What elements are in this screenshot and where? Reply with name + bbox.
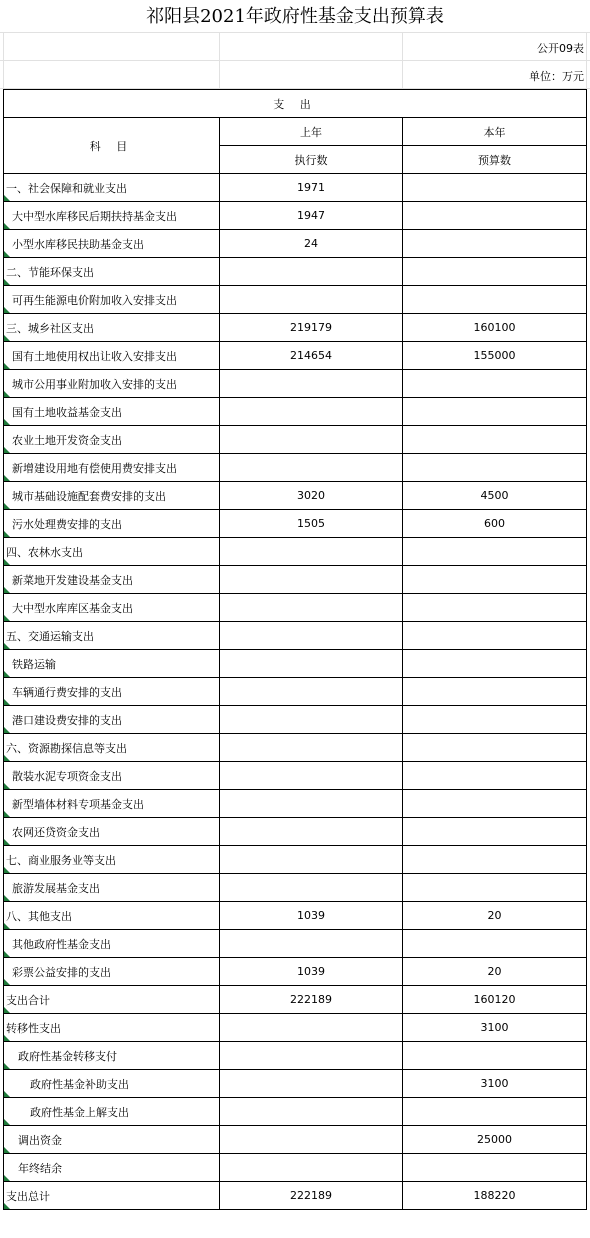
row-this-year-cell[interactable] bbox=[403, 174, 587, 202]
table-row bbox=[4, 706, 587, 734]
row-subject-cell[interactable]: 政府性基金上解支出 bbox=[4, 1098, 220, 1126]
row-last-year-cell[interactable] bbox=[220, 818, 403, 846]
header-this-year-top[interactable]: 本年 bbox=[403, 118, 587, 146]
row-this-year-cell[interactable] bbox=[403, 706, 587, 734]
row-subject-cell[interactable]: 农业土地开发资金支出 bbox=[4, 426, 220, 454]
table-row bbox=[4, 902, 587, 930]
table-row bbox=[4, 1098, 587, 1126]
row-subject-cell[interactable]: 新菜地开发建设基金支出 bbox=[4, 566, 220, 594]
header-row-group bbox=[4, 90, 587, 118]
row-last-year-cell[interactable]: 222189 bbox=[220, 1182, 403, 1210]
row-this-year-cell[interactable] bbox=[403, 874, 587, 902]
row-subject-cell[interactable]: 车辆通行费安排的支出 bbox=[4, 678, 220, 706]
table-row bbox=[4, 398, 587, 426]
header-subject[interactable]: 科 目 bbox=[4, 118, 220, 174]
table-row bbox=[4, 230, 587, 258]
row-this-year-cell[interactable] bbox=[403, 538, 587, 566]
table-row bbox=[4, 958, 587, 986]
row-subject-cell[interactable]: 转移性支出 bbox=[4, 1014, 220, 1042]
table-row bbox=[4, 650, 587, 678]
row-last-year-cell[interactable] bbox=[220, 538, 403, 566]
row-this-year-cell[interactable]: 160100 bbox=[403, 314, 587, 342]
table-row bbox=[4, 1182, 587, 1210]
row-subject-cell[interactable]: 国有土地使用权出让收入安排支出 bbox=[4, 342, 220, 370]
row-last-year-cell[interactable] bbox=[220, 566, 403, 594]
table-row bbox=[4, 1070, 587, 1098]
row-last-year-cell[interactable] bbox=[220, 286, 403, 314]
table-row bbox=[4, 986, 587, 1014]
row-last-year-cell[interactable] bbox=[220, 398, 403, 426]
row-subject-cell[interactable]: 三、城乡社区支出 bbox=[4, 314, 220, 342]
row-this-year-cell[interactable] bbox=[403, 258, 587, 286]
table-row bbox=[4, 874, 587, 902]
row-last-year-cell[interactable] bbox=[220, 1070, 403, 1098]
row-subject-cell[interactable]: 国有土地收益基金支出 bbox=[4, 398, 220, 426]
table-row bbox=[4, 790, 587, 818]
row-subject-cell[interactable]: 调出资金 bbox=[4, 1126, 220, 1154]
table-row bbox=[4, 1042, 587, 1070]
table-row bbox=[4, 510, 587, 538]
table-row bbox=[4, 370, 587, 398]
row-last-year-cell[interactable] bbox=[220, 1042, 403, 1070]
report-title: 祁阳县2021年政府性基金支出预算表 bbox=[146, 6, 444, 27]
header-group[interactable]: 支 出 bbox=[4, 90, 587, 118]
table-row bbox=[4, 174, 587, 202]
table-row bbox=[4, 1126, 587, 1154]
row-last-year-cell[interactable] bbox=[220, 762, 403, 790]
row-subject-cell[interactable]: 五、交通运输支出 bbox=[4, 622, 220, 650]
row-this-year-cell[interactable]: 25000 bbox=[403, 1126, 587, 1154]
table-row bbox=[4, 678, 587, 706]
row-last-year-cell[interactable] bbox=[220, 846, 403, 874]
unit-label: 单位：万元 bbox=[529, 70, 584, 83]
table-row bbox=[4, 454, 587, 482]
header-row-top bbox=[4, 118, 587, 146]
table-row bbox=[4, 734, 587, 762]
row-subject-cell[interactable]: 政府性基金补助支出 bbox=[4, 1070, 220, 1098]
row-subject-cell[interactable]: 小型水库移民扶助基金支出 bbox=[4, 230, 220, 258]
table-code: 公开09表 bbox=[537, 42, 584, 55]
table-row bbox=[4, 482, 587, 510]
table-row bbox=[4, 426, 587, 454]
row-this-year-cell[interactable]: 20 bbox=[403, 902, 587, 930]
table-row bbox=[4, 286, 587, 314]
row-subject-cell[interactable]: 新型墙体材料专项基金支出 bbox=[4, 790, 220, 818]
row-this-year-cell[interactable] bbox=[403, 370, 587, 398]
header-last-year-bottom[interactable]: 执行数 bbox=[220, 146, 403, 174]
row-this-year-cell[interactable] bbox=[403, 1098, 587, 1126]
row-this-year-cell[interactable] bbox=[403, 818, 587, 846]
row-this-year-cell[interactable] bbox=[403, 734, 587, 762]
row-this-year-cell[interactable] bbox=[403, 678, 587, 706]
row-last-year-cell[interactable] bbox=[220, 678, 403, 706]
row-this-year-cell[interactable] bbox=[403, 286, 587, 314]
row-last-year-cell[interactable] bbox=[220, 1098, 403, 1126]
row-last-year-cell[interactable]: 1039 bbox=[220, 958, 403, 986]
row-subject-cell[interactable]: 其他政府性基金支出 bbox=[4, 930, 220, 958]
row-this-year-cell[interactable] bbox=[403, 594, 587, 622]
row-subject-cell[interactable]: 政府性基金转移支付 bbox=[4, 1042, 220, 1070]
row-last-year-cell[interactable]: 214654 bbox=[220, 342, 403, 370]
table-row bbox=[4, 622, 587, 650]
row-last-year-cell[interactable] bbox=[220, 370, 403, 398]
row-last-year-cell[interactable]: 3020 bbox=[220, 482, 403, 510]
row-last-year-cell[interactable]: 1971 bbox=[220, 174, 403, 202]
row-this-year-cell[interactable] bbox=[403, 426, 587, 454]
row-this-year-cell[interactable] bbox=[403, 398, 587, 426]
row-subject-cell[interactable]: 港口建设费安排的支出 bbox=[4, 706, 220, 734]
row-last-year-cell[interactable]: 1039 bbox=[220, 902, 403, 930]
row-this-year-cell[interactable] bbox=[403, 790, 587, 818]
row-this-year-cell[interactable] bbox=[403, 650, 587, 678]
header-this-year-bottom[interactable]: 预算数 bbox=[403, 146, 587, 174]
row-this-year-cell[interactable] bbox=[403, 1154, 587, 1182]
row-subject-cell[interactable]: 彩票公益安排的支出 bbox=[4, 958, 220, 986]
budget-table bbox=[3, 89, 587, 1210]
row-this-year-cell[interactable] bbox=[403, 230, 587, 258]
row-last-year-cell[interactable] bbox=[220, 734, 403, 762]
row-last-year-cell[interactable] bbox=[220, 258, 403, 286]
table-row bbox=[4, 846, 587, 874]
row-subject-cell[interactable]: 可再生能源电价附加收入安排支出 bbox=[4, 286, 220, 314]
table-row bbox=[4, 594, 587, 622]
row-subject-cell[interactable]: 城市基础设施配套费安排的支出 bbox=[4, 482, 220, 510]
table-row bbox=[4, 566, 587, 594]
row-last-year-cell[interactable] bbox=[220, 594, 403, 622]
row-subject-cell[interactable]: 散装水泥专项资金支出 bbox=[4, 762, 220, 790]
row-last-year-cell[interactable]: 222189 bbox=[220, 986, 403, 1014]
row-subject-cell[interactable]: 旅游发展基金支出 bbox=[4, 874, 220, 902]
row-subject-cell[interactable]: 年终结余 bbox=[4, 1154, 220, 1182]
row-last-year-cell[interactable] bbox=[220, 650, 403, 678]
row-subject-cell[interactable]: 六、资源勘探信息等支出 bbox=[4, 734, 220, 762]
row-this-year-cell[interactable]: 188220 bbox=[403, 1182, 587, 1210]
spreadsheet-gridlines bbox=[0, 32, 590, 88]
row-last-year-cell[interactable] bbox=[220, 706, 403, 734]
row-this-year-cell[interactable]: 600 bbox=[403, 510, 587, 538]
row-last-year-cell[interactable] bbox=[220, 930, 403, 958]
row-subject-cell[interactable]: 支出总计 bbox=[4, 1182, 220, 1210]
row-this-year-cell[interactable] bbox=[403, 930, 587, 958]
table-row bbox=[4, 762, 587, 790]
row-subject-cell[interactable]: 新增建设用地有偿使用费安排支出 bbox=[4, 454, 220, 482]
row-this-year-cell[interactable]: 160120 bbox=[403, 986, 587, 1014]
table-row bbox=[4, 538, 587, 566]
table-row bbox=[4, 202, 587, 230]
row-last-year-cell[interactable]: 1505 bbox=[220, 510, 403, 538]
row-this-year-cell[interactable] bbox=[403, 846, 587, 874]
row-last-year-cell[interactable] bbox=[220, 426, 403, 454]
table-row bbox=[4, 930, 587, 958]
table-row bbox=[4, 1014, 587, 1042]
row-last-year-cell[interactable] bbox=[220, 454, 403, 482]
row-last-year-cell[interactable] bbox=[220, 1154, 403, 1182]
row-last-year-cell[interactable] bbox=[220, 1014, 403, 1042]
row-subject-cell[interactable]: 四、农林水支出 bbox=[4, 538, 220, 566]
row-subject-cell[interactable]: 城市公用事业附加收入安排的支出 bbox=[4, 370, 220, 398]
row-this-year-cell[interactable] bbox=[403, 202, 587, 230]
row-last-year-cell[interactable] bbox=[220, 622, 403, 650]
row-subject-cell[interactable]: 大中型水库库区基金支出 bbox=[4, 594, 220, 622]
row-subject-cell[interactable]: 大中型水库移民后期扶持基金支出 bbox=[4, 202, 220, 230]
row-this-year-cell[interactable]: 20 bbox=[403, 958, 587, 986]
row-last-year-cell[interactable]: 219179 bbox=[220, 314, 403, 342]
table-row bbox=[4, 342, 587, 370]
row-last-year-cell[interactable] bbox=[220, 1126, 403, 1154]
row-subject-cell[interactable]: 铁路运输 bbox=[4, 650, 220, 678]
row-last-year-cell[interactable] bbox=[220, 790, 403, 818]
table-row bbox=[4, 1154, 587, 1182]
row-subject-cell[interactable]: 一、社会保障和就业支出 bbox=[4, 174, 220, 202]
row-subject-cell[interactable]: 污水处理费安排的支出 bbox=[4, 510, 220, 538]
row-last-year-cell[interactable] bbox=[220, 874, 403, 902]
row-subject-cell[interactable]: 八、其他支出 bbox=[4, 902, 220, 930]
row-this-year-cell[interactable] bbox=[403, 454, 587, 482]
table-row bbox=[4, 314, 587, 342]
row-this-year-cell[interactable]: 155000 bbox=[403, 342, 587, 370]
row-subject-cell[interactable]: 二、节能环保支出 bbox=[4, 258, 220, 286]
row-this-year-cell[interactable]: 4500 bbox=[403, 482, 587, 510]
row-last-year-cell[interactable]: 1947 bbox=[220, 202, 403, 230]
row-subject-cell[interactable]: 支出合计 bbox=[4, 986, 220, 1014]
row-subject-cell[interactable]: 七、商业服务业等支出 bbox=[4, 846, 220, 874]
row-this-year-cell[interactable] bbox=[403, 566, 587, 594]
row-this-year-cell[interactable] bbox=[403, 1042, 587, 1070]
row-this-year-cell[interactable] bbox=[403, 762, 587, 790]
row-last-year-cell[interactable]: 24 bbox=[220, 230, 403, 258]
table-row bbox=[4, 818, 587, 846]
row-this-year-cell[interactable] bbox=[403, 622, 587, 650]
table-row bbox=[4, 258, 587, 286]
row-this-year-cell[interactable]: 3100 bbox=[403, 1014, 587, 1042]
row-this-year-cell[interactable]: 3100 bbox=[403, 1070, 587, 1098]
row-subject-cell[interactable]: 农网还贷资金支出 bbox=[4, 818, 220, 846]
header-last-year-top[interactable]: 上年 bbox=[220, 118, 403, 146]
